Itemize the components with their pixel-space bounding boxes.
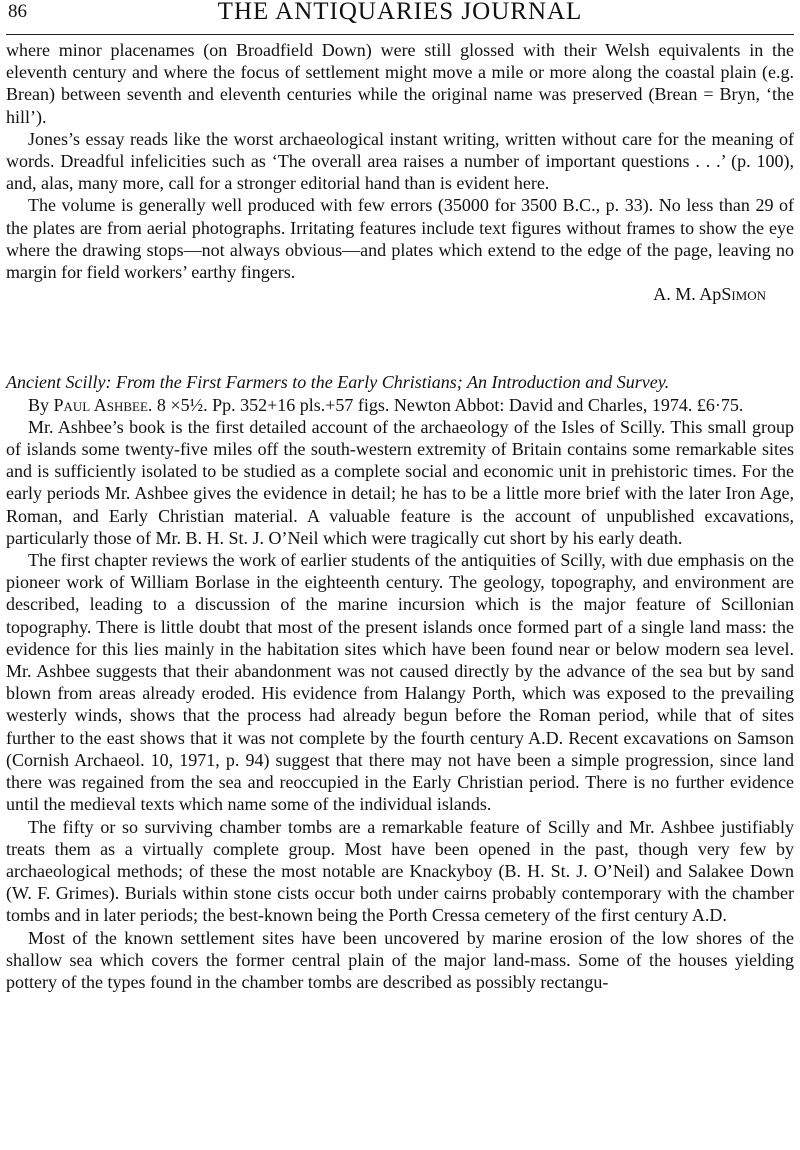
paragraph: Jones’s essay reads like the worst archaeological instant writing, written without care for the meaning of words. Dreadful infelicities such as ‘The overall area raises a number of important questions . . .’ (p. 100), and, alas, many more, call for a stronger editorial hand than is evident here.	[6, 128, 794, 194]
book-publication-details: . 8 ×5½. Pp. 352+16 pls.+57 figs. Newton Abbot: David and Charles, 1974. £6·75.	[147, 394, 744, 415]
paragraph: Most of the known settlement sites have been uncovered by marine erosion of the low shores of the shallow sea which covers the former central plain of the major land-mass. Some of the houses yielding pottery of the types found in the chamber tombs are described as possibly rectangu-	[6, 927, 794, 992]
previous-review-ending	[6, 39, 794, 305]
journal-title: THE ANTIQUARIES JOURNAL	[217, 0, 583, 25]
paragraph: The volume is generally well produced with few errors (35000 for 3500 B.C., p. 33). No less than 29 of the plates are from aerial photographs. Irritating features include text figures without frames to show the eye where the drawing stops—not always obvious—and plates which extend to the edge of the page, leaving no margin for field workers’ earthy fingers.	[6, 195, 794, 283]
reviewer-surname-initial: S	[721, 284, 732, 305]
book-title: Ancient Scilly: From the First Farmers to the Early Christians; An Introduction and Survey.	[6, 372, 670, 393]
running-head	[6, 0, 794, 35]
by-word: By	[28, 394, 54, 415]
page-number: 86	[8, 1, 27, 22]
reviewer-surname-rest: imon	[731, 284, 766, 305]
paragraph: Mr. Ashbee’s book is the first detailed account of the archaeology of the Isles of Scilly. This small group of islands some twenty-five miles off the south-western extremity of Britain contains some remarkable sites and is sufficiently isolated to be studied as a complete social and economic unit in prehistoric times. For the early periods Mr. Ashbee gives the evidence in detail; he has to be a little more brief with the later Iron Age, Roman, and Early Christian material. A valuable feature is the account of unpublished excavations, particularly those of Mr. B. H. St. J. O’Neil which were tragically cut short by his early death.	[6, 416, 794, 548]
section-gap	[6, 305, 794, 371]
book-author: Paul Ashbee	[53, 394, 148, 415]
paragraph: The first chapter reviews the work of earlier students of the antiquities of Scilly, with due emphasis on the pioneer work of William Borlase in the eighteenth century. The geology, topography, and environment are described, leading to a discussion of the marine incursion which is the major feature of Scillonian topography. There is little doubt that most of the present islands once formed part of a single land mass: the evidence for this lies mainly in the habitation sites which have been found near or below modern sea level. Mr. Ashbee suggests that their abandonment was not caused directly by the advance of the sea but by sand blown from areas already eroded. His evidence from Halangy Porth, which was exposed to the prevailing westerly winds, shows that the process had already begun before the Roman period, while that of sites further to the east shows that it was not complete by the fourth century A.D. Recent excavations on Samson (Cornish Archaeol. 10, 1971, p. 94) suggest that there may not have been a simple progression, since land there was regained from the sea and reoccupied in the Early Christian period. There is no further evidence until the medieval texts which name some of the individual islands.	[6, 550, 794, 815]
paragraph: The fifty or so surviving chamber tombs are a remarkable feature of Scilly and Mr. Ashbee justifiably treats them as a virtually complete group. Most have been opened in the past, though very few by archaeological methods; of these the most notable are Knackyboy (B. H. St. J. O’Neil) and Salakee Down (W. F. Grimes). Burials within stone cists occur both under cairns probably contemporary with the chamber tombs and in later periods; the best-known being the Porth Cressa cemetery of the first century A.D.	[6, 816, 794, 926]
book-review	[6, 371, 794, 993]
review-heading	[6, 371, 794, 393]
book-details	[6, 394, 794, 416]
reviewer-initials: A. M. Ap	[653, 284, 722, 305]
reviewer-signature	[6, 283, 794, 305]
paragraph: where minor placenames (on Broadfield Down) were still glossed with their Welsh equivalents in the eleventh century and where the focus of settlement might move a mile or more along the coastal plain (e.g. Brean) between seventh and eleventh centuries while the original name was preserved (Brean = Bryn, ‘the hill’).	[6, 40, 794, 127]
